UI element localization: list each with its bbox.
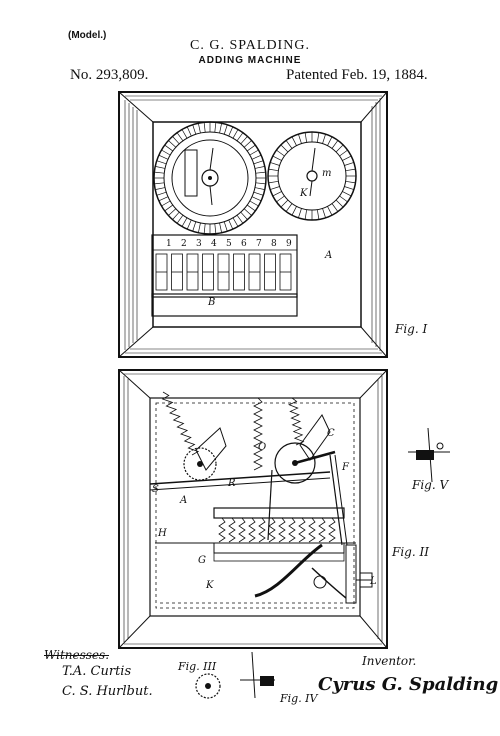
- key-digit: 1: [166, 239, 172, 249]
- label-c: C: [327, 428, 335, 439]
- key-digit: 3: [196, 239, 202, 249]
- label-b: B: [208, 297, 216, 308]
- label-r: R: [228, 478, 236, 489]
- label-a: A: [180, 495, 188, 506]
- key-digit: 8: [271, 239, 277, 249]
- fig5-label: Fig. V: [412, 478, 449, 492]
- model-label: (Model.): [68, 30, 107, 41]
- label-o: O: [258, 442, 267, 453]
- key-digit: 7: [256, 239, 262, 249]
- inventor-signature: Cyrus G. Spalding: [318, 674, 499, 695]
- inventor-label: Inventor.: [362, 654, 417, 668]
- witnesses-label: Witnesses.: [44, 648, 110, 662]
- key-digit: 9: [286, 239, 292, 249]
- label-s: S: [152, 484, 159, 495]
- label-g: G: [198, 555, 206, 566]
- patent-date: Patented Feb. 19, 1884.: [286, 67, 428, 83]
- witness-2-signature: C. S. Hurlbut.: [62, 684, 153, 699]
- witness-1-signature: T.A. Curtis: [62, 664, 132, 679]
- label-m: m: [322, 168, 332, 179]
- fig1-label: Fig. I: [395, 322, 428, 336]
- key-digit: 2: [181, 239, 187, 249]
- fig4-label: Fig. IV: [280, 692, 318, 705]
- key-digit: 6: [241, 239, 247, 249]
- label-h: H: [158, 528, 167, 539]
- key-digit: 4: [211, 239, 217, 249]
- inventor-name: C. G. SPALDING.: [190, 38, 310, 53]
- label-a: A: [325, 250, 333, 261]
- label-l: L: [370, 576, 377, 587]
- label-k: K: [206, 580, 214, 591]
- fig3-label: Fig. III: [178, 660, 217, 673]
- key-digit: 5: [226, 239, 232, 249]
- fig2-label: Fig. II: [392, 545, 429, 559]
- patent-number: No. 293,809.: [70, 67, 149, 83]
- label-f: F: [342, 462, 349, 473]
- patent-title: ADDING MACHINE: [198, 55, 302, 66]
- label-k: K: [300, 188, 308, 199]
